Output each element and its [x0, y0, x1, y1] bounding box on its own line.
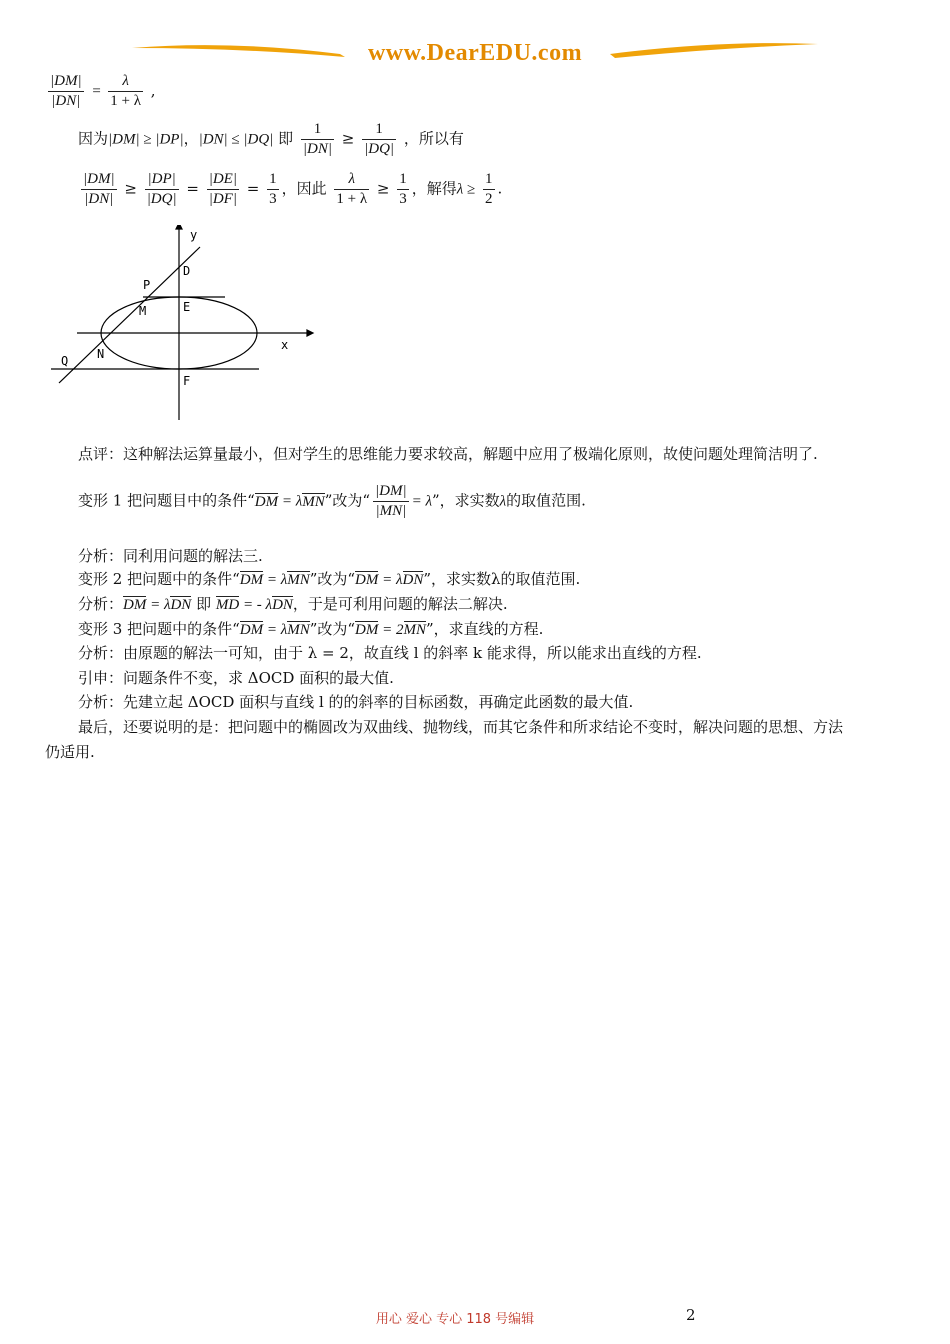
- variant-2: 变形 2 把问题中的条件“DM = λMN”改为“DM = λDN”，求实数λ的取值范围.: [78, 570, 581, 588]
- label-M: M: [139, 304, 147, 318]
- label-x: x: [281, 338, 289, 352]
- analysis-2: 分析：DM = λDN 即 MD = - λDN，于是可利用问题的解法二解决.: [78, 595, 508, 613]
- site-logo[interactable]: www.DearEDU.com: [367, 40, 583, 66]
- equation-top: $\frac{|DM|}{|DN|}$ = $\frac{\lambda}{1 + \lambda}$ ,: [50, 73, 156, 109]
- ellipse-diagram: [45, 225, 325, 425]
- extension: 引申：问题条件不变，求 ΔOCD 面积的最大值.: [78, 669, 394, 687]
- analysis-4: 分析：先建立起 ΔOCD 面积与直线 l 的的斜率的目标函数，再确定此函数的最大值.: [78, 693, 634, 711]
- line-because: 因为|DM| ≥ |DP|，|DN| ≤ |DQ| 即 $\frac{1}{|DN|}$ ≥ $\frac{1}{|DQ|}$ ，所以有: [78, 121, 464, 157]
- label-N: N: [97, 347, 105, 361]
- label-P: P: [143, 278, 151, 292]
- analysis-3: 分析：由原题的解法一可知，由于 λ = 2，故直线 l 的斜率 k 能求得，所以能求出直线的方程.: [78, 644, 702, 662]
- label-y: y: [190, 228, 198, 242]
- label-F: F: [183, 374, 191, 388]
- label-E: E: [183, 300, 191, 314]
- variant-3: 变形 3 把问题中的条件“DM = λMN”改为“DM = 2MN”，求直线的方程.: [78, 620, 544, 638]
- page-number: 2: [686, 1306, 696, 1324]
- label-D: D: [183, 264, 191, 278]
- conclusion-line-1: 最后，还要说明的是：把问题中的椭圆改为双曲线、抛物线，而其它条件和所求结论不变时，解决问题的思想、方法: [78, 718, 844, 736]
- page-header: [130, 36, 820, 76]
- label-Q: Q: [61, 354, 69, 368]
- line-inequality: $\frac{|DM|}{|DN|}$ ≥ $\frac{|DP|}{|DQ|}$ = $\frac{|DE|}{|DF|}$ = $\frac{1}{3}$ ，因此 $\frac{\lambda}{1 + \lambda}$ ≥ $\frac{1}{3}$ ，解得λ ≥ $\frac{1}{2}$ .: [83, 171, 503, 207]
- variant-1: 变形 1 把问题目中的条件“DM = λMN”改为“ $\frac{|DM|}{|MN|}$ = λ”，求实数λ的取值范围.: [78, 483, 586, 519]
- comment-paragraph: 点评：这种解法运算量最小，但对学生的思维能力要求较高，解题中应用了极端化原则，故使问题处理简洁明了.: [78, 445, 818, 463]
- analysis-1: 分析：同利用问题的解法三.: [78, 547, 263, 565]
- footer-text: 用心 爱心 专心 118 号编辑: [375, 1312, 535, 1327]
- conclusion-line-2: 仍适用.: [45, 743, 95, 761]
